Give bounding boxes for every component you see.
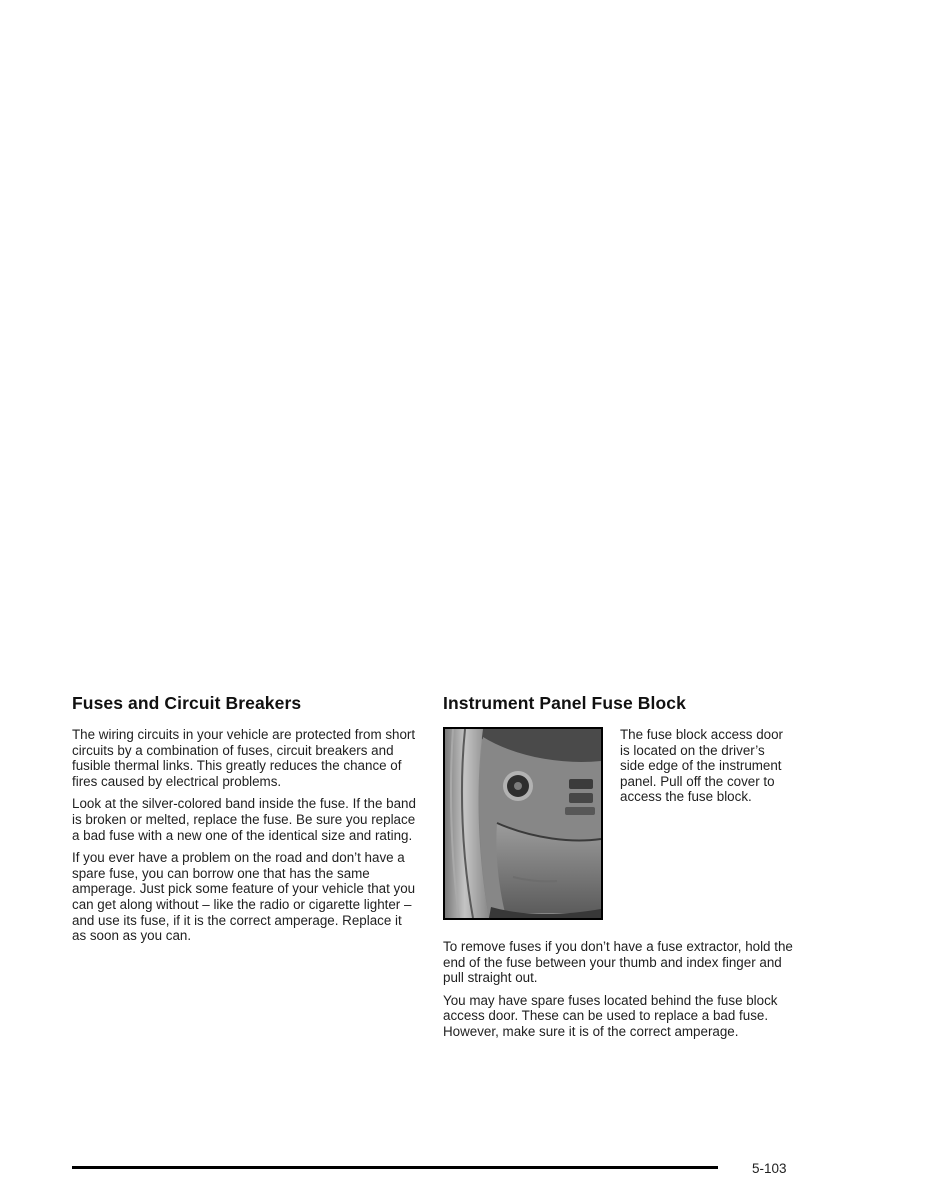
page-number: 5-103 xyxy=(752,1161,787,1176)
heading-fuses-and-circuit-breakers: Fuses and Circuit Breakers xyxy=(72,693,302,713)
figure-caption: The fuse block access door is located on the driver’s side edge of the instrument panel. Pull off the cover to access the fuse block. xyxy=(620,727,784,805)
heading-instrument-panel-fuse-block: Instrument Panel Fuse Block xyxy=(443,693,686,713)
paragraph: You may have spare fuses located behind the fuse block access door. These can be used to replace a bad fuse. However, make sure it is of the correct amperage. xyxy=(443,992,778,1039)
footer-rule xyxy=(72,1166,718,1169)
paragraph: The wiring circuits in your vehicle are protected from short circuits by a combination of fuses, circuit breakers and fusible thermal links. This greatly reduces the chance of fires caused by electrical problems. xyxy=(72,727,416,789)
paragraph: To remove fuses if you don’t have a fuse extractor, hold the end of the fuse between your thumb and index finger and pull straight out. xyxy=(443,939,793,986)
paragraph: If you ever have a problem on the road and don’t have a spare fuse, you can borrow one that has the same amperage. Just pick some feature of your vehicle that you can get along without – like the radio or cigarette lighter – and use its fuse, if it is the correct amperage. Replace it as soon as you can. xyxy=(72,850,416,944)
instrument-panel-photo xyxy=(443,727,603,920)
right-column xyxy=(443,693,795,1047)
figure xyxy=(443,727,795,920)
paragraph: Look at the silver-colored band inside the fuse. If the band is broken or melted, replace the fuse. Be sure you replace a bad fuse with a new one of the identical size and rating. xyxy=(72,796,416,843)
left-column xyxy=(72,693,418,951)
